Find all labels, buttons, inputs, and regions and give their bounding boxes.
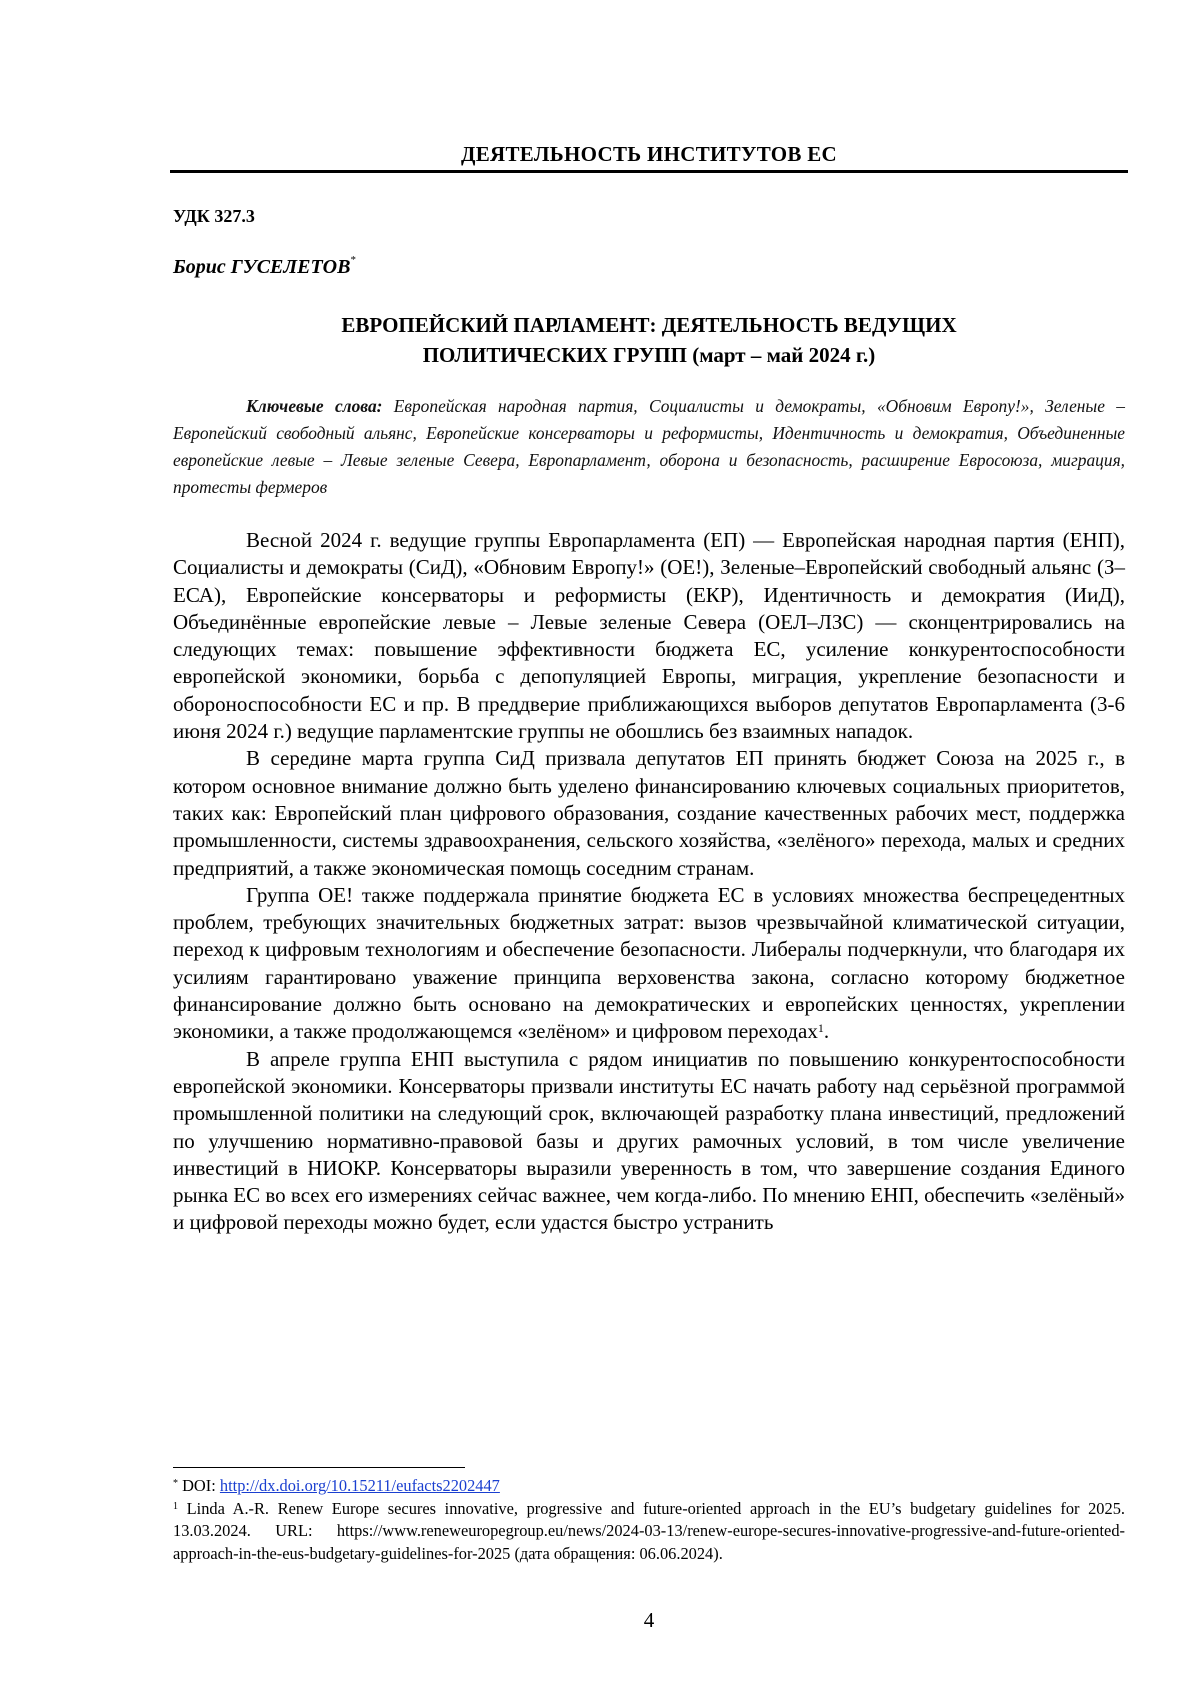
keywords-label: Ключевые слова: <box>246 396 383 416</box>
footnote-doi-label: DOI: <box>178 1476 220 1495</box>
footnote-1 <box>173 1498 1125 1566</box>
keywords-block <box>173 393 1125 501</box>
article-title-line-1: ЕВРОПЕЙСКИЙ ПАРЛАМЕНТ: ДЕЯТЕЛЬНОСТЬ ВЕДУЩИХ <box>341 313 957 337</box>
article-title <box>170 310 1128 370</box>
footnote-doi <box>173 1475 1125 1498</box>
keywords-text: Европейская народная партия, Социалисты и демократы, «Обновим Европу!», Зеленые – Европейский свободный альянс, Европейские консерваторы и реформисты, Идентичность и демократия, Объединенные европейские левые – Левые зеленые Севера, Европарламент, оборона и безопасность, расширение Евросоюза, миграция, протесты фермеров <box>173 396 1125 497</box>
author-name <box>173 256 356 279</box>
footnotes <box>173 1475 1125 1565</box>
author-name-text: Борис ГУСЕЛЕТОВ <box>173 256 351 278</box>
body-paragraph-4: В апреле группа ЕНП выступила с рядом инициатив по повышению конкурентоспособности европейской экономики. Консерваторы призвали институты ЕС начать работу над серьёзной программой промышленной политики на следующий срок, включающей разработку плана инвестиций, предложений по улучшению нормативно-правовой базы и других рамочных условий, в том числе увеличение инвестиций в НИОКР. Консерваторы выразили уверенность в том, что завершение создания Единого рынка ЕС во всех его измерениях сейчас важнее, чем когда-либо. По мнению ЕНП, обеспечить «зелёный» и цифровой переходы можно будет, если удастся быстро устранить <box>173 1046 1126 1235</box>
body-paragraph-3-text: Группа ОЕ! также поддержала принятие бюджета ЕС в условиях множества беспрецедентных проблем, требующих значительных бюджетных затрат: вызов чрезвычайной климатической ситуации, переход к цифровым технологиям и обеспечение безопасности. Либералы подчеркнули, что благодаря их усилиям гарантировано уважение принципа верховенства закона, согласно которому бюджетное финансирование должно быть основано на демократических и европейских ценностях, укреплении экономики, а также продолжающемся «зелёном» и цифровом переходах <box>173 882 1125 1044</box>
body-paragraph-3-end: . <box>823 1019 830 1044</box>
article-title-line-2: ПОЛИТИЧЕСКИХ ГРУПП (март – май 2024 г.) <box>422 343 876 367</box>
footnote-doi-mark: * <box>173 1478 178 1489</box>
footnote-ref-1[interactable]: 1 <box>817 1021 824 1036</box>
page-number: 4 <box>643 1608 655 1632</box>
body-paragraph-1: Весной 2024 г. ведущие группы Европарламента (ЕП) — Европейская народная партия (ЕНП), Социалисты и демократы (СиД), «Обновим Европу!» (ОЕ!), Зеленые–Европейский свободный альянс (З–ЕСА), Европейские консерваторы и реформисты (ЕКР), Идентичность и демократия (ИиД), Объединённые европейские левые – Левые зеленые Севера (ОЕЛ–ЛЗС) — сконцентрировались на следующих темах: повышение эффективности бюджета ЕС, усиление конкурентоспособности европейской экономики, борьба с депопуляцией Европы, миграция, укрепление безопасности и обороноспособности ЕС и пр. В преддверие приближающихся выборов депутатов Европарламента (3-6 июня 2024 г.) ведущие парламентские группы не обошлись без взаимных нападок. <box>173 528 1125 744</box>
udk-code: УДК 327.3 <box>173 206 255 226</box>
header-divider <box>170 170 1128 173</box>
section-header: ДЕЯТЕЛЬНОСТЬ ИНСТИТУТОВ ЕС <box>460 142 837 166</box>
author-footnote-mark: * <box>350 254 356 266</box>
article-body <box>173 527 1125 1237</box>
footnote-1-mark: 1 <box>173 1500 178 1512</box>
footnote-divider <box>173 1467 465 1468</box>
doi-link[interactable]: http://dx.doi.org/10.15211/eufacts2202447 <box>219 1476 500 1495</box>
body-paragraph-2: В середине марта группа СиД призвала депутатов ЕП принять бюджет Союза на 2025 г., в котором основное внимание должно быть уделено финансированию ключевых социальных приоритетов, таких как: Европейский план цифрового образования, создание качественных рабочих мест, поддержка промышленности, системы здравоохранения, сельского хозяйства, «зелёного» перехода, малых и средних предприятий, а также экономическая помощь соседним странам. <box>173 746 1125 880</box>
body-paragraph-3 <box>173 882 1125 1046</box>
footnote-1-text: Linda A.-R. Renew Europe secures innovative, progressive and future-oriented approach in the EU’s budgetary guidelines for 2025. 13.03.2024. URL: https://www.reneweuropegroup.eu/news/2024-03-13/renew-europe-secures-innovative-progressive-and-future-oriented-approach-in-the-eus-budgetary-guidelines-for-2025 (дата обращения: 06.06.2024). <box>173 1498 1125 1563</box>
